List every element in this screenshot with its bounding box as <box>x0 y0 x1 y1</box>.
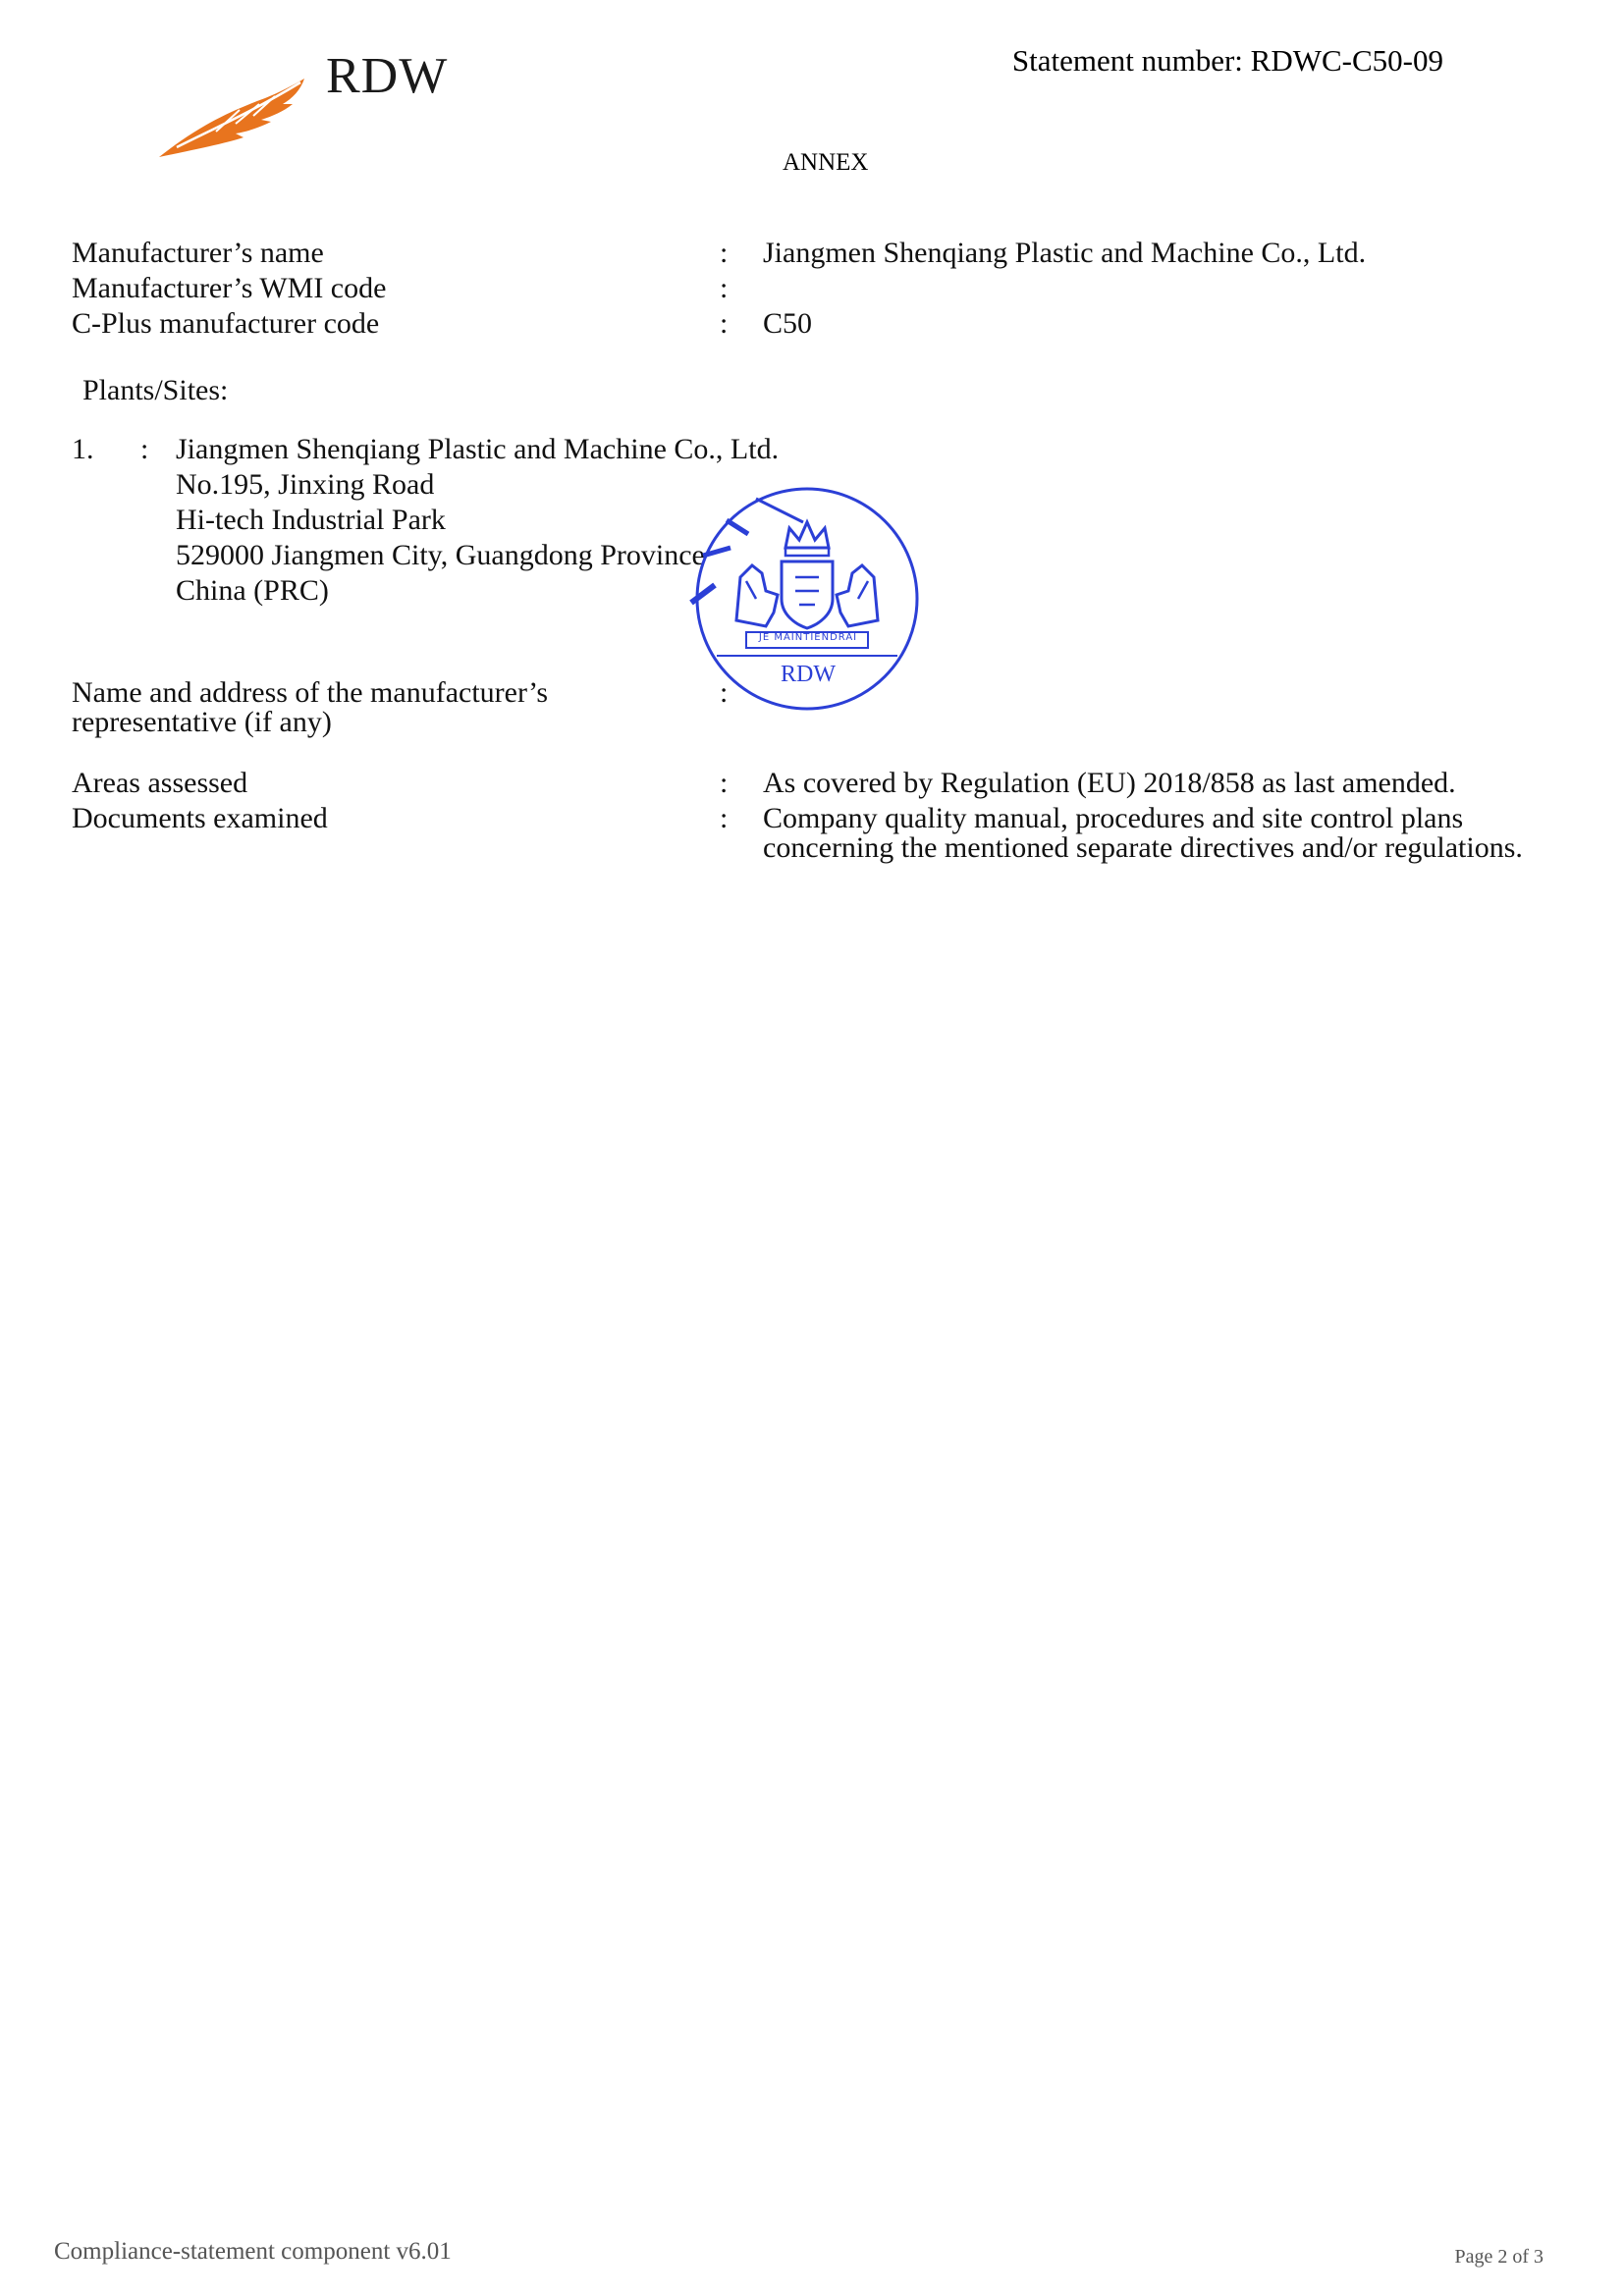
documents-examined-value: Company quality manual, procedures and site control plans <box>763 802 1464 834</box>
site-number: 1. <box>72 433 94 465</box>
documents-examined-value-cont: concerning the mentioned separate directives and/or regulations. <box>763 831 1523 864</box>
documents-examined-colon: : <box>720 802 729 834</box>
areas-assessed-value: As covered by Regulation (EU) 2018/858 as last amended. <box>763 767 1456 799</box>
documents-examined-label: Documents examined <box>72 802 328 834</box>
stamp-text: RDW <box>781 662 836 687</box>
rdw-logo <box>157 77 314 161</box>
representative-colon: : <box>720 676 729 709</box>
wmi-code-label: Manufacturer’s WMI code <box>72 272 387 304</box>
areas-assessed-colon: : <box>720 767 729 799</box>
rdw-official-stamp <box>687 483 923 719</box>
logo-text: RDW <box>326 48 449 104</box>
representative-label: Name and address of the manufacturer’s <box>72 676 549 709</box>
cplus-code-colon: : <box>720 307 729 340</box>
site-address-line: Jiangmen Shenqiang Plastic and Machine Co., Ltd. <box>176 433 780 465</box>
areas-assessed-label: Areas assessed <box>72 767 248 799</box>
footer-page-number: Page 2 of 3 <box>1454 2246 1543 2268</box>
site-address-line: 529000 Jiangmen City, Guangdong Province <box>176 539 705 571</box>
statement-number: Statement number: RDWC-C50-09 <box>1011 43 1443 78</box>
cplus-code-value: C50 <box>763 307 813 340</box>
annex-title: ANNEX <box>783 149 869 176</box>
manufacturer-name-colon: : <box>720 237 729 269</box>
site-colon: : <box>140 433 149 465</box>
plants-heading: Plants/Sites: <box>82 374 229 406</box>
feather-icon <box>157 77 314 161</box>
representative-label-cont: representative (if any) <box>72 706 332 738</box>
manufacturer-name-label: Manufacturer’s name <box>72 237 324 269</box>
site-address-line: China (PRC) <box>176 574 329 607</box>
cplus-code-label: C-Plus manufacturer code <box>72 307 380 340</box>
manufacturer-name-value: Jiangmen Shenqiang Plastic and Machine Co., Ltd. <box>763 237 1367 269</box>
site-address-line: Hi-tech Industrial Park <box>176 504 446 536</box>
footer-component-version: Compliance-statement component v6.01 <box>54 2238 452 2265</box>
wmi-code-colon: : <box>720 272 729 304</box>
stamp-motto: JE MAINTIENDRAI <box>758 632 858 643</box>
site-address-line: No.195, Jinxing Road <box>176 468 435 501</box>
